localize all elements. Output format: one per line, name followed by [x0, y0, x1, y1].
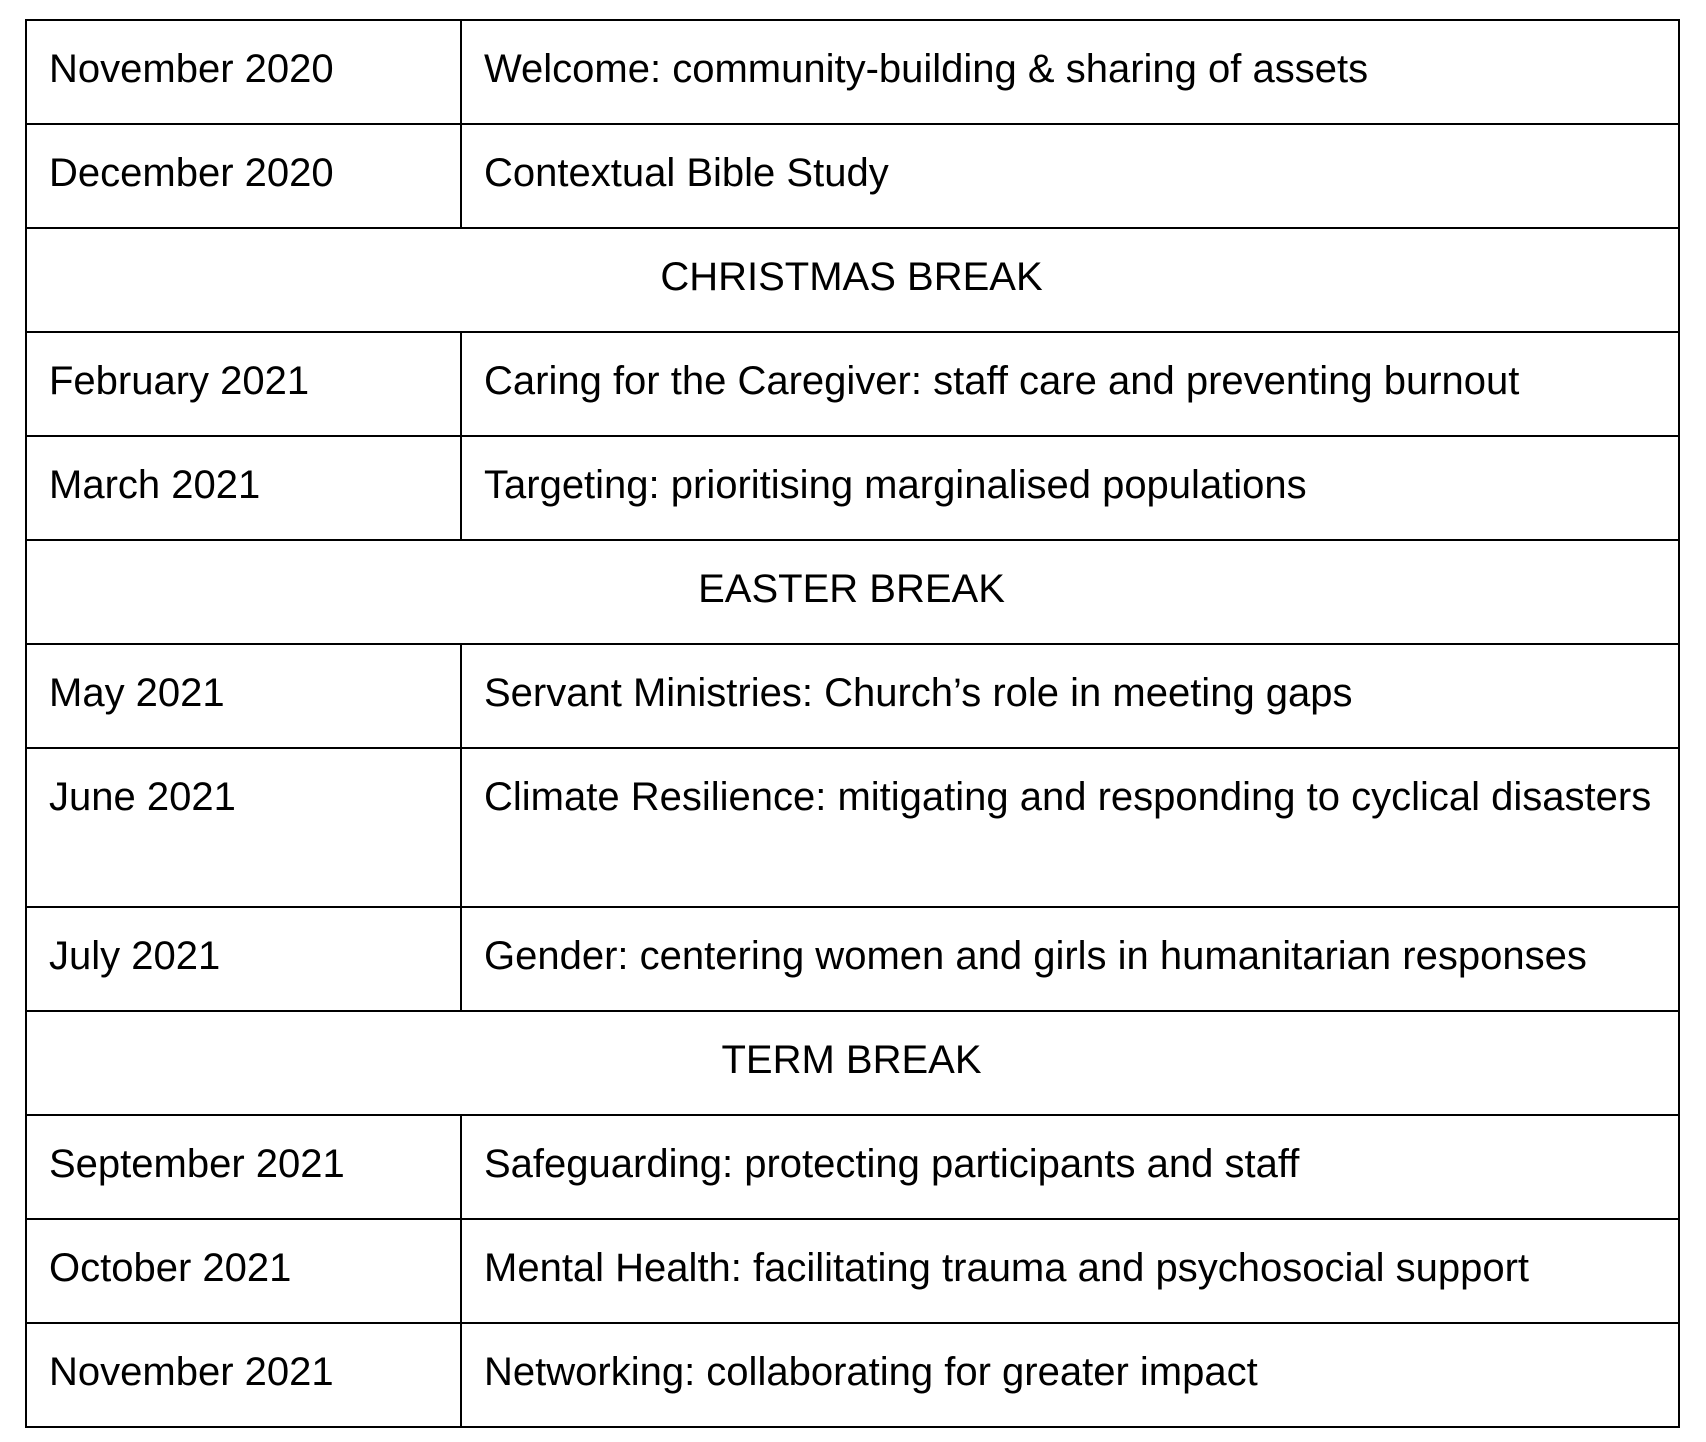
session-date: March 2021	[26, 436, 461, 540]
break-label: TERM BREAK	[26, 1011, 1679, 1115]
table-row	[26, 1115, 1679, 1219]
session-topic: Climate Resilience: mitigating and responding to cyclical disasters	[461, 748, 1679, 907]
break-row	[26, 1011, 1679, 1115]
break-row	[26, 540, 1679, 644]
break-label: CHRISTMAS BREAK	[26, 228, 1679, 332]
table-row	[26, 748, 1679, 907]
session-topic: Networking: collaborating for greater impact	[461, 1323, 1679, 1427]
table-row	[26, 124, 1679, 228]
session-date: May 2021	[26, 644, 461, 748]
session-date: November 2021	[26, 1323, 461, 1427]
table-row	[26, 436, 1679, 540]
session-date: February 2021	[26, 332, 461, 436]
session-date: June 2021	[26, 748, 461, 907]
session-date: November 2020	[26, 20, 461, 124]
session-topic: Safeguarding: protecting participants and staff	[461, 1115, 1679, 1219]
session-topic: Mental Health: facilitating trauma and psychosocial support	[461, 1219, 1679, 1323]
session-topic: Welcome: community-building & sharing of assets	[461, 20, 1679, 124]
session-date: December 2020	[26, 124, 461, 228]
session-topic: Contextual Bible Study	[461, 124, 1679, 228]
table-row	[26, 20, 1679, 124]
schedule-table	[25, 19, 1680, 1428]
session-topic: Servant Ministries: Church’s role in meeting gaps	[461, 644, 1679, 748]
session-topic: Gender: centering women and girls in humanitarian responses	[461, 907, 1679, 1011]
table-row	[26, 332, 1679, 436]
table-row	[26, 644, 1679, 748]
break-row	[26, 228, 1679, 332]
table-row	[26, 1323, 1679, 1427]
session-date: October 2021	[26, 1219, 461, 1323]
table-row	[26, 1219, 1679, 1323]
session-topic: Targeting: prioritising marginalised populations	[461, 436, 1679, 540]
session-date: July 2021	[26, 907, 461, 1011]
session-date: September 2021	[26, 1115, 461, 1219]
break-label: EASTER BREAK	[26, 540, 1679, 644]
session-topic: Caring for the Caregiver: staff care and preventing burnout	[461, 332, 1679, 436]
table-row	[26, 907, 1679, 1011]
